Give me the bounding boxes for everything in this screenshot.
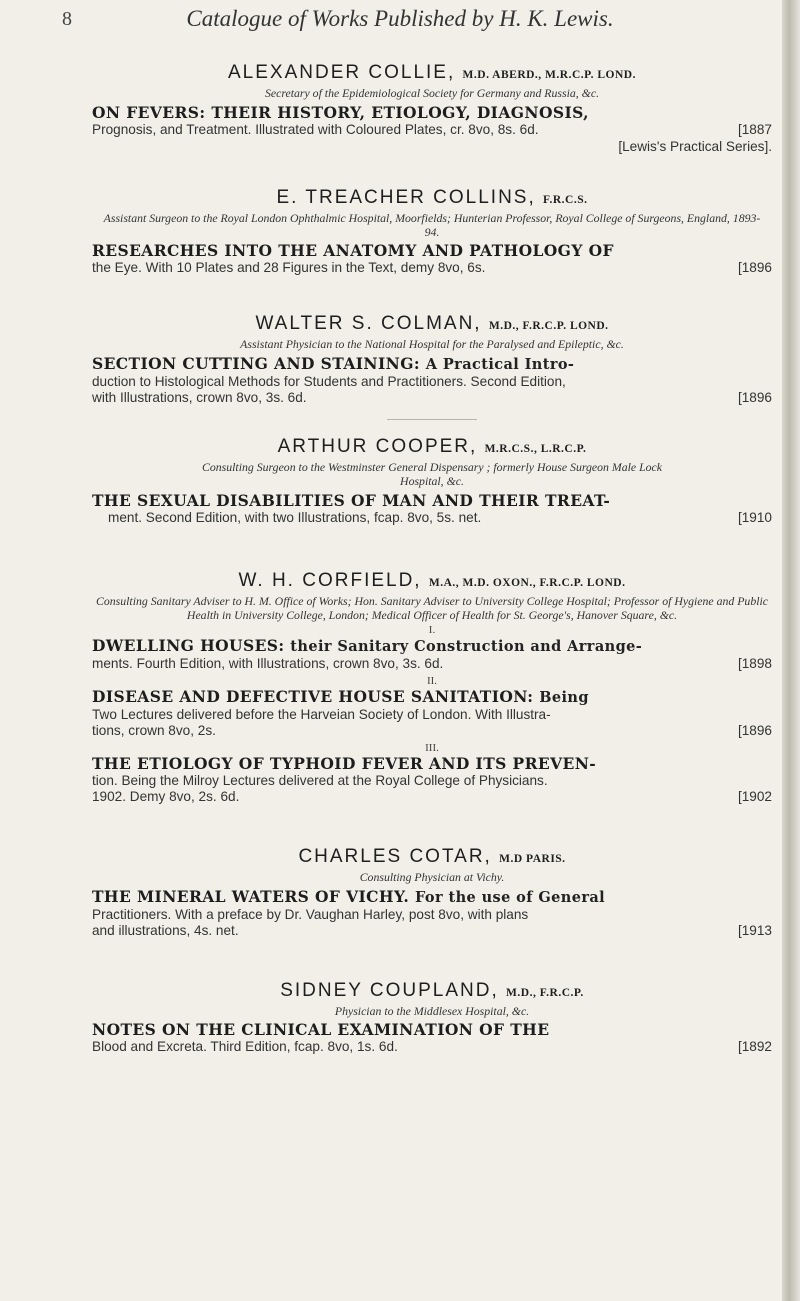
- work-description-end: and illustrations, 4s. net. [1913: [92, 923, 772, 938]
- work-title: THE SEXUAL DISABILITIES OF MAN AND THEIR TREAT-: [92, 490, 611, 510]
- work-description: the Eye. With 10 Plates and 28 Figures in the Text, demy 8vo, 6s. [1896: [92, 260, 772, 275]
- work-description: duction to Histological Methods for Students and Practitioners. Second Edition,: [92, 373, 566, 389]
- author-name: SIDNEY COUPLAND, M.D., F.R.C.P.: [280, 979, 584, 1001]
- author-name: ALEXANDER COLLIE, M.D. ABERD., M.R.C.P. LOND.: [228, 62, 636, 83]
- author-degrees: M.D. ABERD., M.R.C.P. LOND.: [462, 69, 636, 81]
- publication-year: [1896: [737, 390, 772, 405]
- work-title: NOTES ON THE CLINICAL EXAMINATION OF THE: [92, 1019, 550, 1039]
- work-title: ON FEVERS: THEIR HISTORY, ETIOLOGY, DIAGNOSIS,: [92, 103, 589, 122]
- author-name: WALTER S. COLMAN, M.D., F.R.C.P. LOND.: [255, 312, 609, 334]
- entry-colman: [92, 313, 772, 407]
- publication-year: [1892: [737, 1038, 772, 1054]
- work-title: THE ETIOLOGY OF TYPHOID FEVER AND ITS PREVEN-: [92, 753, 597, 773]
- work-description: Blood and Excreta. Third Edition, fcap. 8vo, 1s. 6d. [1892: [92, 1038, 772, 1054]
- entry-cooper: [92, 436, 772, 527]
- author-position: Assistant Surgeon to the Royal London Ophthalmic Hospital, Moorfields; Hunterian Professor, Royal College of Surgeons, England, 1893-94.: [103, 211, 761, 239]
- work-description: ments. Fourth Edition, with Illustrations, crown 8vo, 3s. 6d. [1898: [92, 656, 772, 671]
- author-name: CHARLES COTAR, M.D PARIS.: [298, 845, 566, 867]
- author-position: Consulting Physician at Vichy.: [359, 869, 505, 884]
- publication-year: [1896: [737, 723, 772, 738]
- publication-year: [1887: [737, 122, 772, 137]
- author-name: W. H. CORFIELD, M.A., M.D. OXON., F.R.C.P. LOND.: [238, 570, 626, 591]
- author-name: ARTHUR COOPER, M.R.C.S., L.R.C.P.: [277, 435, 587, 457]
- entry-coupland: [92, 980, 772, 1056]
- work-description: Practitioners. With a preface by Dr. Vaughan Harley, post 8vo, with plans: [92, 906, 529, 922]
- entry-corfield: [92, 570, 772, 806]
- entry-collie: [92, 62, 772, 155]
- work-description-end: 1902. Demy 8vo, 2s. 6d. [1902: [92, 789, 772, 804]
- work-description: tion. Being the Milroy Lectures delivered at the Royal College of Physicians.: [92, 772, 548, 788]
- author-degrees: M.D., F.R.C.P.: [506, 986, 584, 999]
- work-numeral: I.: [428, 624, 436, 636]
- entry-treacher-collins: [92, 187, 772, 277]
- running-head: Catalogue of Works Published by H. K. Lewis.: [186, 6, 614, 31]
- author-degrees: F.R.C.S.: [543, 194, 588, 206]
- publication-year: [1910: [737, 509, 772, 525]
- work-description-end: tions, crown 8vo, 2s. [1896: [92, 723, 772, 738]
- work-title: DISEASE AND DEFECTIVE HOUSE SANITATION: Being: [92, 686, 589, 706]
- work-description: Prognosis, and Treatment. Illustrated with Coloured Plates, cr. 8vo, 8s. 6d. [1887: [92, 122, 772, 137]
- work-title: SECTION CUTTING AND STAINING: A Practical Intro-: [92, 353, 575, 373]
- page-number: 8: [62, 8, 72, 30]
- author-degrees: M.R.C.S., L.R.C.P.: [484, 442, 587, 455]
- author-position: Assistant Physician to the National Hospital for the Paralysed and Epileptic, &c.: [240, 336, 624, 351]
- author-name: E. TREACHER COLLINS, F.R.C.S.: [276, 187, 588, 208]
- author-position: Physician to the Middlesex Hospital, &c.: [334, 1003, 530, 1018]
- author-position: Consulting Sanitary Adviser to H. M. Office of Works; Hon. Sanitary Adviser to University College Hospital; Professor of Hygiene and Public Health in University College, London; Medical Officer of Health for St. George's, Hanover Square, &c.: [95, 594, 769, 622]
- work-description-end: with Illustrations, crown 8vo, 3s. 6d. [1896: [92, 390, 772, 405]
- publication-year: [1896: [737, 260, 772, 275]
- author-position: Consulting Surgeon to the Westminster General Dispensary ; formerly House Surgeon Male Lock Hospital, &c.: [201, 459, 663, 488]
- author-degrees: M.A., M.D. OXON., F.R.C.P. LOND.: [428, 577, 626, 589]
- work-title: THE MINERAL WATERS OF VICHY. For the use of General: [92, 886, 606, 906]
- series-note: [Lewis's Practical Series].: [618, 138, 772, 154]
- work-description: Two Lectures delivered before the Harveian Society of London. With Illustra-: [92, 706, 551, 722]
- author-position: Secretary of the Epidemiological Society for Germany and Russia, &c.: [264, 86, 600, 100]
- catalogue-entries: [92, 62, 772, 1055]
- publication-year: [1902: [737, 789, 772, 804]
- entry-cotar: [92, 846, 772, 940]
- work-description: ment. Second Edition, with two Illustrations, fcap. 8vo, 5s. net. [1910: [108, 509, 772, 525]
- work-title: RESEARCHES INTO THE ANATOMY AND PATHOLOGY OF: [92, 241, 614, 260]
- author-degrees: M.D., F.R.C.P. LOND.: [488, 319, 609, 332]
- author-degrees: M.D PARIS.: [499, 852, 566, 865]
- work-numeral: II.: [426, 674, 438, 687]
- publication-year: [1898: [737, 656, 772, 671]
- work-title: DWELLING HOUSES: their Sanitary Construction and Arrange-: [92, 636, 643, 655]
- publication-year: [1913: [737, 923, 772, 938]
- work-numeral: III.: [425, 741, 439, 754]
- page-edge: [782, 0, 800, 1301]
